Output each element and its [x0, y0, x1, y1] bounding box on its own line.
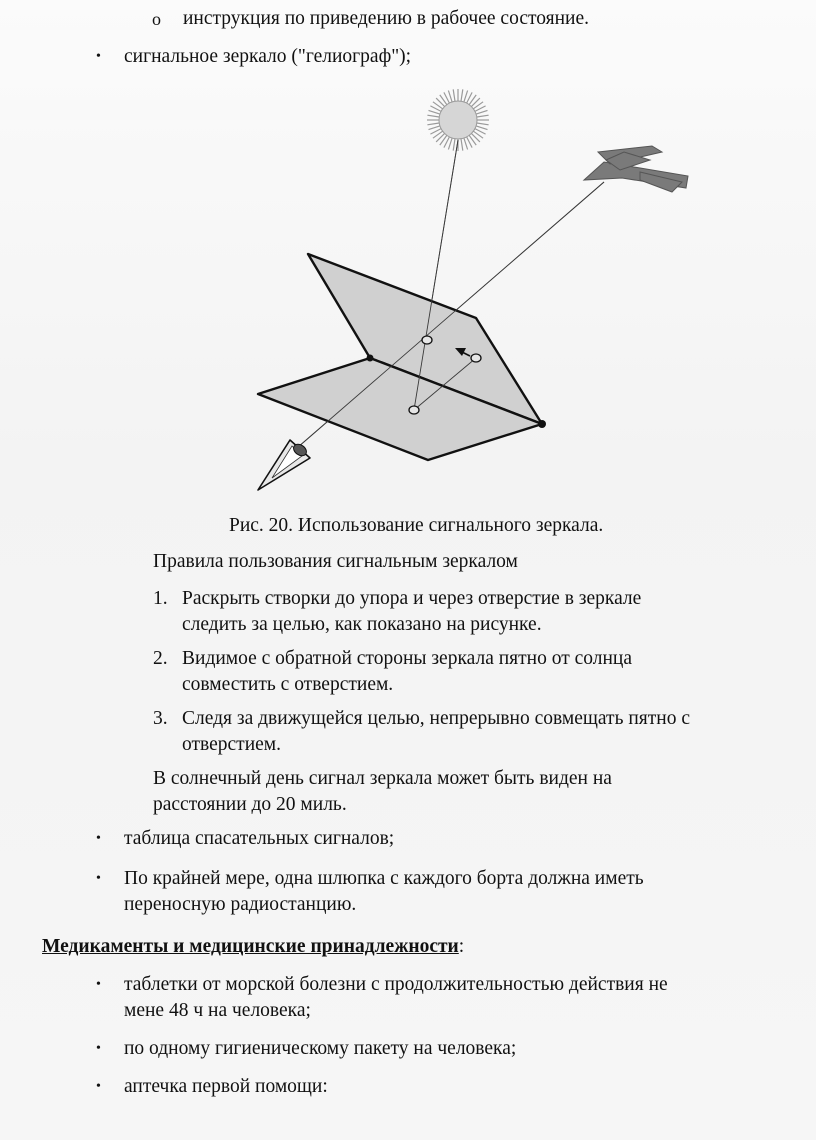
sun-ray [461, 89, 463, 101]
step-number: 2. [153, 648, 168, 669]
rules-note-line: В солнечный день сигнал зеркала может быть виден на [153, 768, 612, 789]
step-number: 3. [153, 708, 168, 729]
bullet-marker: • [96, 871, 101, 886]
sublist-marker: o [152, 9, 161, 29]
sun-ray [477, 123, 489, 125]
step-number: 1. [153, 588, 168, 609]
list-item: По крайней мере, одна шлюпка с каждого борта должна иметь [124, 868, 644, 889]
sun-ray [461, 139, 463, 151]
bullet-marker: • [96, 977, 101, 992]
sun-ray [464, 91, 468, 102]
sun-ray [427, 115, 439, 117]
section-heading-colon: : [458, 936, 465, 957]
list-item: по одному гигиеническому пакету на человека; [124, 1038, 517, 1059]
sun-ray [453, 89, 455, 101]
figure-caption: Рис. 20. Использование сигнального зеркала. [229, 515, 604, 536]
bullet-marker: • [96, 49, 101, 64]
sun-ray [448, 91, 452, 102]
sun-ray [476, 126, 487, 130]
step-text-line: Следя за движущейся целью, непрерывно совмещать пятно с [182, 708, 690, 729]
sun-spot [471, 354, 481, 362]
list-item: таблица спасательных сигналов; [124, 828, 395, 849]
list-item: мене 48 ч на человека; [124, 1000, 311, 1021]
step-text-line: отверстием. [182, 734, 281, 755]
bullet-marker: • [96, 1079, 101, 1094]
airplane-icon [584, 146, 688, 192]
sun-ray [429, 126, 440, 130]
step-text-line: следить за целью, как показано на рисунке. [182, 614, 542, 635]
reflection-spot [409, 406, 419, 414]
section-heading-text: Медикаменты и медицинские принадлежности [42, 936, 459, 957]
bullet-marker: • [96, 1041, 101, 1056]
sun-ray [453, 139, 455, 151]
sun-ray [427, 123, 439, 125]
section-heading [42, 934, 464, 960]
list-item: переносную радиостанцию. [124, 894, 357, 915]
bullet-marker: • [96, 831, 101, 846]
list-item: аптечка первой помощи: [124, 1076, 328, 1097]
sun-ray [429, 110, 440, 114]
step-text-line: совместить с отверстием. [182, 674, 394, 695]
sun-ray [464, 138, 468, 149]
step-text-line: Видимое с обратной стороны зеркала пятно от солнца [182, 648, 633, 669]
step-text-line: Раскрыть створки до упора и через отверстие в зеркале [182, 588, 642, 609]
list-item: таблетки от морской болезни с продолжительностью действия не [124, 974, 668, 995]
rules-title: Правила пользования сигнальным зеркалом [153, 551, 518, 572]
sun-ray [476, 110, 487, 114]
heliograph-item-text: сигнальное зеркало ("гелиограф"); [124, 46, 412, 67]
eye-icon [258, 440, 310, 490]
sublist-item-text: инструкция по приведению в рабочее состояние. [183, 8, 589, 29]
rules-note-line: расстоянии до 20 миль. [153, 794, 347, 815]
sun-ray [448, 138, 452, 149]
mirror-sight-hole [422, 336, 432, 344]
sun-ray [477, 115, 489, 117]
